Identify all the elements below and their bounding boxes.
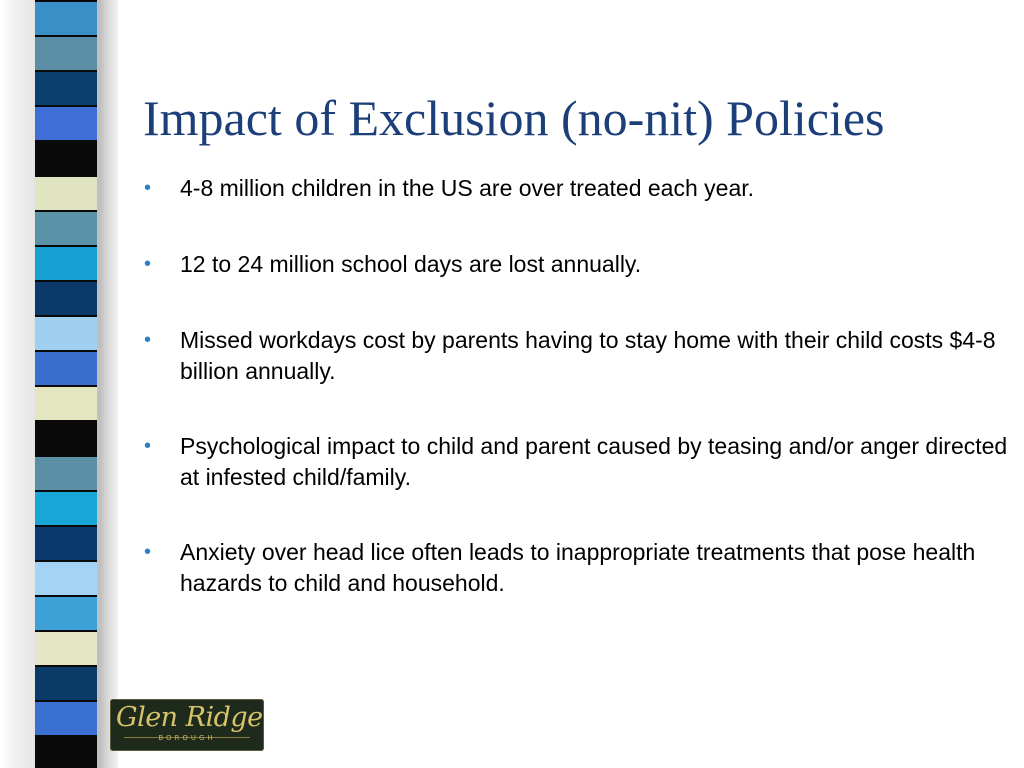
logo-subtitle: BOROUGH [158,734,216,742]
stripe-segment [35,140,97,175]
bullet-text: Anxiety over head lice often leads to inappropriate treatments that pose health hazards to child and household. [180,539,976,596]
bullet-item [138,325,1008,387]
stripe-segment [35,735,97,768]
stripe-segment [35,70,97,105]
stripe-segment [35,455,97,490]
stripe-segment [35,35,97,70]
round-bullet-icon: • [144,177,152,199]
slide-title: Impact of Exclusion (no-nit) Policies [143,90,885,146]
round-bullet-icon: • [144,329,152,351]
stripe-segment [35,665,97,700]
round-bullet-icon: • [144,541,152,563]
stripe-segment [35,525,97,560]
bullet-item [138,431,1008,493]
stripe-segment [35,105,97,140]
bullet-text: 4-8 million children in the US are over treated each year. [180,175,755,201]
stripe-segment [35,280,97,315]
stripe-segment [35,350,97,385]
stripe-segment [35,0,97,35]
logo-name: Glen Ridge [116,702,263,733]
round-bullet-icon: • [144,435,152,457]
bullet-text: 12 to 24 million school days are lost annually. [180,251,642,277]
stripe-segment [35,700,97,735]
color-stripes [35,0,97,768]
stripe-segment [35,630,97,665]
stripe-segment [35,420,97,455]
bullet-text: Missed workdays cost by parents having to stay home with their child costs $4-8 billion annually. [180,327,996,384]
decorative-stripe-band [0,0,118,768]
stripe-segment [35,315,97,350]
stripe-segment [35,175,97,210]
stripe-segment [35,385,97,420]
stripe-segment [35,560,97,595]
bullet-item [138,537,1008,599]
stripe-segment [35,245,97,280]
stripe-segment [35,210,97,245]
bullet-item [138,249,1008,280]
round-bullet-icon: • [144,253,152,275]
bullet-text: Psychological impact to child and parent caused by teasing and/or anger directed at infested child/family. [180,433,1008,490]
bullet-item [138,173,1008,204]
glen-ridge-borough-logo [110,699,264,751]
stripe-segment [35,595,97,630]
stripe-segment [35,490,97,525]
